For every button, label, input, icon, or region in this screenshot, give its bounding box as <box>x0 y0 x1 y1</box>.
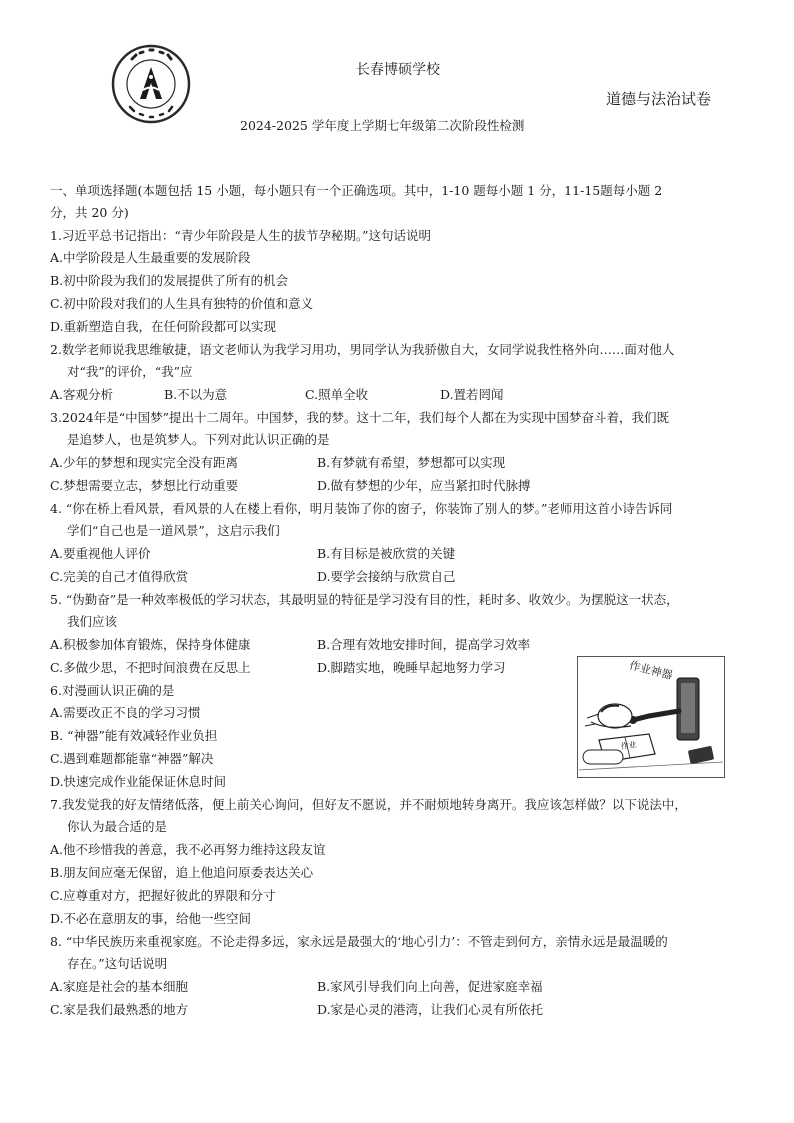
question-7-option-c: C.应尊重对方，把握好彼此的界限和分寸 <box>50 888 276 903</box>
question-6-stem: 6.对漫画认识正确的是 <box>50 683 175 698</box>
question-7-option-a: A.他不珍惜我的善意，我不必再努力维持这段友谊 <box>50 842 326 857</box>
question-3-stem-line-2: 是追梦人，也是筑梦人。下列对此认识正确的是 <box>67 432 330 447</box>
question-3-option-b: B.有梦就有希望，梦想都可以实现 <box>317 455 506 470</box>
question-3-option-a: A.少年的梦想和现实完全没有距离 <box>50 455 239 470</box>
school-name: 长春博硕学校 <box>356 62 440 78</box>
question-2-stem-line-1: 2.数学老师说我思维敏捷，语文老师认为我学习用功，男同学认为我骄傲自大，女同学说我性格外向……面对他人 <box>50 342 675 357</box>
question-7-option-d: D.不必在意朋友的事，给他一些空间 <box>50 911 252 926</box>
question-5-stem-line-1: 5. “伪勤奋”是一种效率极低的学习状态，其最明显的特征是学习没有目的性，耗时多、收效少。为摆脱这一状态， <box>50 592 679 607</box>
question-3-stem-line-1: 3.2024年是“中国梦”提出十二周年。中国梦，我的梦。这十二年，我们每个人都在为实现中国梦奋斗着，我们既 <box>50 410 670 425</box>
question-6-option-c: C.遇到难题都能靠“神器”解决 <box>50 751 214 766</box>
question-6-option-d: D.快速完成作业能保证休息时间 <box>50 774 227 789</box>
question-2-option-d: D.置若罔闻 <box>440 387 504 402</box>
question-8-stem-line-1: 8. “中华民族历来重视家庭。不论走得多远，家永远是最强大的‘地心引力’：不管走到何方，亲情永远是最温暖的 <box>50 934 668 949</box>
question-5-option-d: D.脚踏实地，晚睡早起地努力学习 <box>317 660 506 675</box>
question-2-option-c: C.照单全收 <box>305 387 369 402</box>
question-3-option-d: D.做有梦想的少年，应当紧扣时代脉搏 <box>317 478 531 493</box>
question-4-option-a: A.要重视他人评价 <box>50 546 151 561</box>
cartoon-book-label: 作业 <box>620 739 638 752</box>
question-4-option-c: C.完美的自己才值得欣赏 <box>50 569 189 584</box>
section-heading-line-2: 分，共 20 分) <box>50 205 129 220</box>
question-4-stem-line-1: 4. “你在桥上看风景，看风景的人在楼上看你，明月装饰了你的窗子，你装饰了别人的梦。”老师用这首小诗告诉同 <box>50 501 673 516</box>
section-heading-line-1: 一、单项选择题(本题包括 15 小题，每小题只有一个正确选项。其中，1-10 题每小题 1 分，11-15题每小题 2 <box>50 183 663 198</box>
question-5-option-a: A.积极参加体育锻炼，保持身体健康 <box>50 637 251 652</box>
question-1-stem: 1.习近平总书记指出：“青少年阶段是人生的拔节孕秘期。”这句话说明 <box>50 228 431 243</box>
question-5-stem-line-2: 我们应该 <box>67 614 118 629</box>
exam-title: 2024-2025 学年度上学期七年级第二次阶段性检测 <box>240 118 525 133</box>
question-2-option-b: B.不以为意 <box>164 387 228 402</box>
question-7-stem-line-2: 你认为最合适的是 <box>67 819 168 834</box>
question-4-option-b: B.有目标是被欣赏的关键 <box>317 546 456 561</box>
school-seal-logo <box>110 43 192 125</box>
question-4-option-d: D.要学会接纳与欣赏自己 <box>317 569 456 584</box>
question-6-option-a: A.需要改正不良的学习习惯 <box>50 705 201 720</box>
question-5-option-c: C.多做少思，不把时间浪费在反思上 <box>50 660 251 675</box>
question-7-stem-line-1: 7.我发觉我的好友情绪低落，便上前关心询问，但好友不愿说，并不耐烦地转身离开。我应该怎样做？以下说法中， <box>50 797 687 812</box>
question-1-option-b: B.初中阶段为我们的发展提供了所有的机会 <box>50 273 289 288</box>
question-8-option-b: B.家风引导我们向上向善，促进家庭幸福 <box>317 979 543 994</box>
question-2-stem-line-2: 对“我”的评价，“我”应 <box>67 364 193 379</box>
question-7-option-b: B.朋友间应毫无保留，追上他追问原委表达关心 <box>50 865 314 880</box>
question-2-option-a: A.客观分析 <box>50 387 114 402</box>
cartoon-caption: 作业神器 <box>627 658 674 683</box>
subject-title: 道德与法治试卷 <box>606 90 712 108</box>
question-5-option-b: B.合理有效地安排时间，提高学习效率 <box>317 637 531 652</box>
question-3-option-c: C.梦想需要立志，梦想比行动重要 <box>50 478 239 493</box>
question-1-option-a: A.中学阶段是人生最重要的发展阶段 <box>50 250 251 265</box>
question-8-stem-line-2: 存在。”这句话说明 <box>67 956 168 971</box>
question-1-option-c: C.初中阶段对我们的人生具有独特的价值和意义 <box>50 296 314 311</box>
question-8-option-c: C.家是我们最熟悉的地方 <box>50 1002 189 1017</box>
question-4-stem-line-2: 学们“自己也是一道风景”，这启示我们 <box>67 523 280 538</box>
question-6-option-b: B. “神器”能有效减轻作业负担 <box>50 728 218 743</box>
question-8-option-d: D.家是心灵的港湾，让我们心灵有所依托 <box>317 1002 544 1017</box>
question-8-option-a: A.家庭是社会的基本细胞 <box>50 979 189 994</box>
question-1-option-d: D.重新塑造自我，在任何阶段都可以实现 <box>50 319 277 334</box>
homework-device-cartoon <box>577 656 725 778</box>
